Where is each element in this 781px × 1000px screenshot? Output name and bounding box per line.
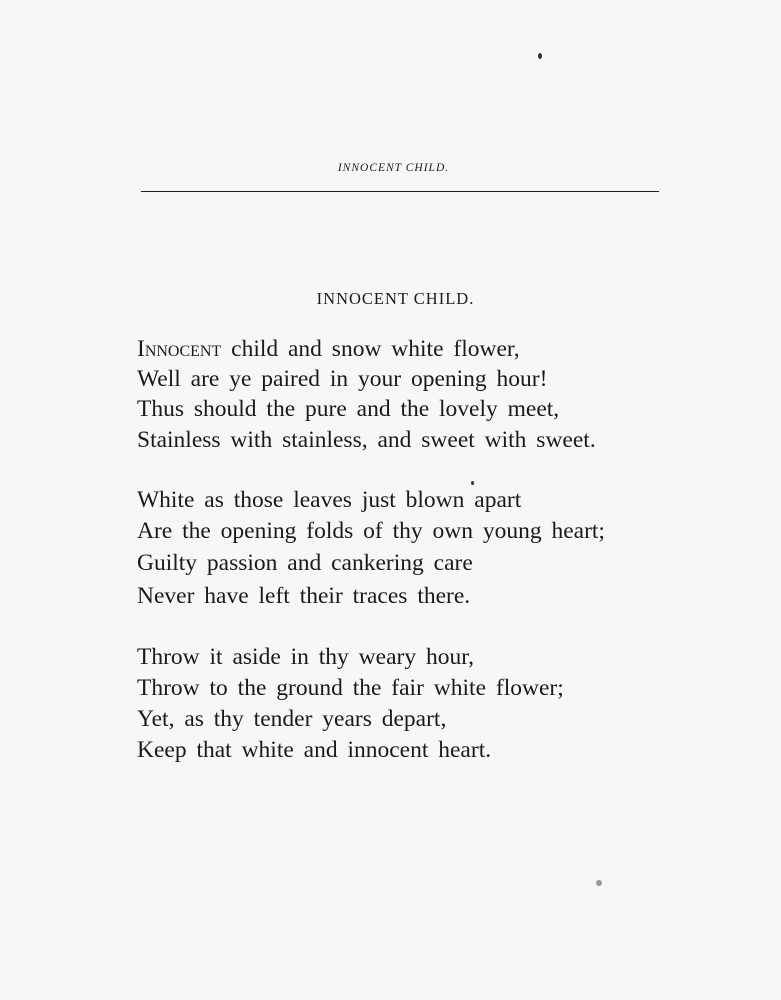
poem-title: INNOCENT CHILD.: [316, 289, 475, 308]
poem-line: Well are ye paired in your opening hour!: [137, 366, 548, 392]
poem-line: Throw to the ground the fair white flower;: [137, 675, 564, 701]
poem-line: Throw it aside in thy weary hour,: [137, 644, 474, 670]
paper-speck: [538, 53, 542, 59]
poem-line: Stainless with stainless, and sweet with sweet.: [137, 427, 596, 453]
running-head: INNOCENT CHILD.: [337, 162, 450, 174]
poem-line: Never have left their traces there.: [137, 583, 471, 609]
paper-speck: [471, 481, 474, 485]
poem-line: Thus should the pure and the lovely meet,: [137, 396, 560, 422]
header-rule: [141, 191, 659, 192]
poem-line: Guilty passion and cankering care: [137, 550, 473, 576]
poem-line: Are the opening folds of thy own young heart;: [137, 518, 605, 544]
poem-line: Keep that white and innocent heart.: [137, 737, 492, 763]
first-word: Innocent: [137, 336, 222, 362]
poem-line: Yet, as thy tender years depart,: [137, 706, 447, 732]
paper-speck: [596, 880, 602, 886]
poem-line: Innocent child and snow white flower,: [137, 336, 520, 362]
poem-line: White as those leaves just blown apart: [137, 487, 522, 513]
